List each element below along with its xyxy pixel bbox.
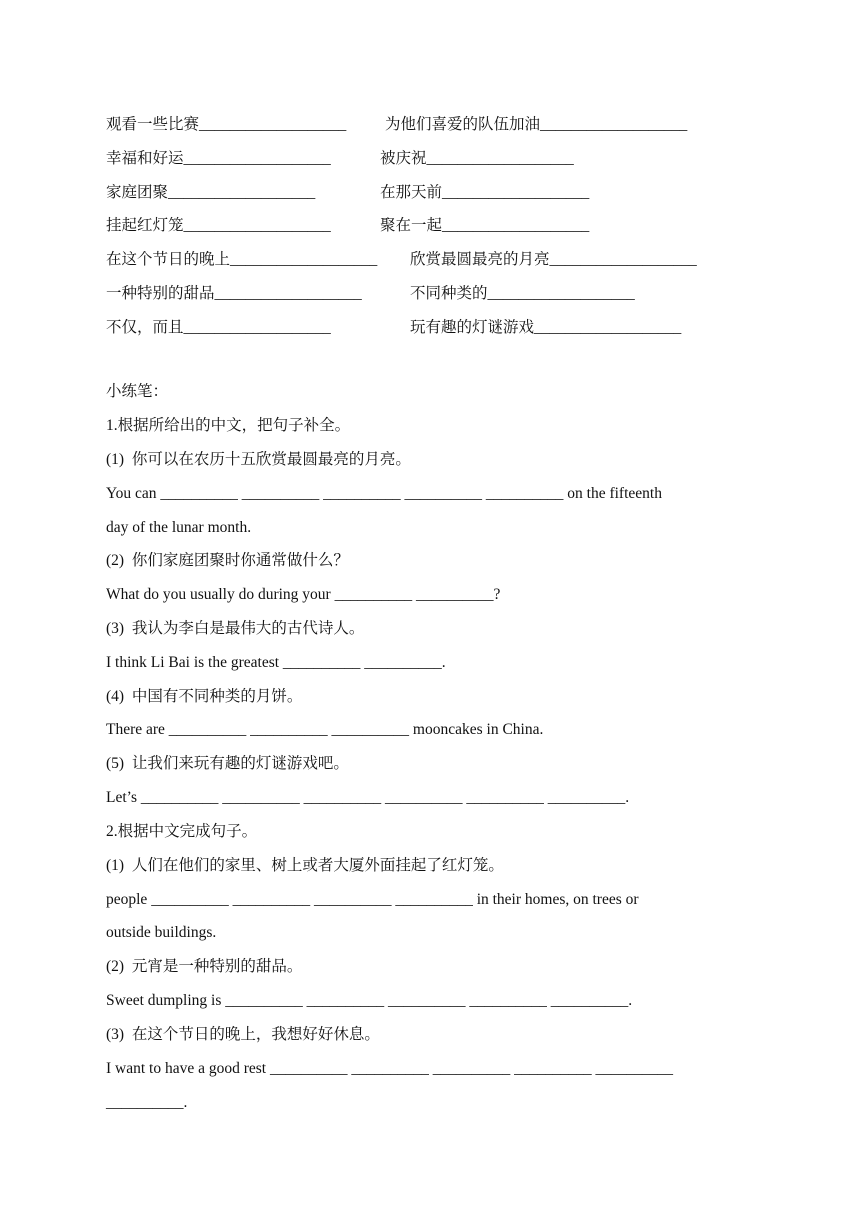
- question-en: What do you usually do during your __________ __________?: [106, 586, 501, 603]
- vocab-item: 挂起红灯笼___________________: [106, 217, 331, 234]
- question-en: __________.: [106, 1094, 188, 1111]
- question-en: You can __________ __________ __________ __________ __________ on the fifteenth: [106, 485, 662, 502]
- vocab-item: 不同种类的___________________: [410, 285, 635, 302]
- question-en: I want to have a good rest __________ __________ __________ __________ __________: [106, 1060, 673, 1077]
- vocab-item: 观看一些比赛___________________: [106, 116, 347, 133]
- question-en: Let’s __________ __________ __________ __________ __________ __________.: [106, 789, 630, 806]
- question-cn: (3) 我认为李白是最伟大的古代诗人。: [106, 620, 365, 637]
- vocab-item: 聚在一起___________________: [380, 217, 590, 234]
- question-en: outside buildings.: [106, 924, 217, 941]
- question-cn: (3) 在这个节日的晚上，我想好好休息。: [106, 1026, 380, 1043]
- question-en: people __________ __________ __________ __________ in their homes, on trees or: [106, 891, 639, 908]
- part-1-title: 1.根据所给出的中文，把句子补全。: [106, 417, 351, 434]
- question-en: There are __________ __________ __________ mooncakes in China.: [106, 721, 544, 738]
- vocab-item: 幸福和好运___________________: [106, 150, 331, 167]
- question-cn: (4) 中国有不同种类的月饼。: [106, 688, 303, 705]
- vocab-item: 为他们喜爱的队伍加油___________________: [385, 116, 688, 133]
- question-en: day of the lunar month.: [106, 519, 252, 536]
- question-cn: (5) 让我们来玩有趣的灯谜游戏吧。: [106, 755, 349, 772]
- question-en: Sweet dumpling is __________ __________ __________ __________ __________.: [106, 992, 633, 1009]
- part-2-title: 2.根据中文完成句子。: [106, 823, 258, 840]
- question-cn: (2) 你们家庭团聚时你通常做什么？: [106, 552, 349, 569]
- question-cn: (2) 元宵是一种特别的甜品。: [106, 958, 303, 975]
- question-cn: (1) 人们在他们的家里、树上或者大厦外面挂起了红灯笼。: [106, 857, 504, 874]
- vocab-item: 家庭团聚___________________: [106, 184, 316, 201]
- vocab-item: 被庆祝___________________: [380, 150, 574, 167]
- question-en: I think Li Bai is the greatest __________ __________.: [106, 654, 446, 671]
- vocab-item: 欣赏最圆最亮的月亮___________________: [410, 251, 697, 268]
- vocab-item: 玩有趣的灯谜游戏___________________: [410, 319, 682, 336]
- vocab-item: 在这个节日的晚上___________________: [106, 251, 378, 268]
- vocab-item: 一种特别的甜品___________________: [106, 285, 362, 302]
- vocab-item: 在那天前___________________: [380, 184, 590, 201]
- exercise-heading: 小练笔：: [106, 383, 169, 400]
- vocab-item: 不仅，而且___________________: [106, 319, 331, 336]
- question-cn: (1) 你可以在农历十五欣赏最圆最亮的月亮。: [106, 451, 411, 468]
